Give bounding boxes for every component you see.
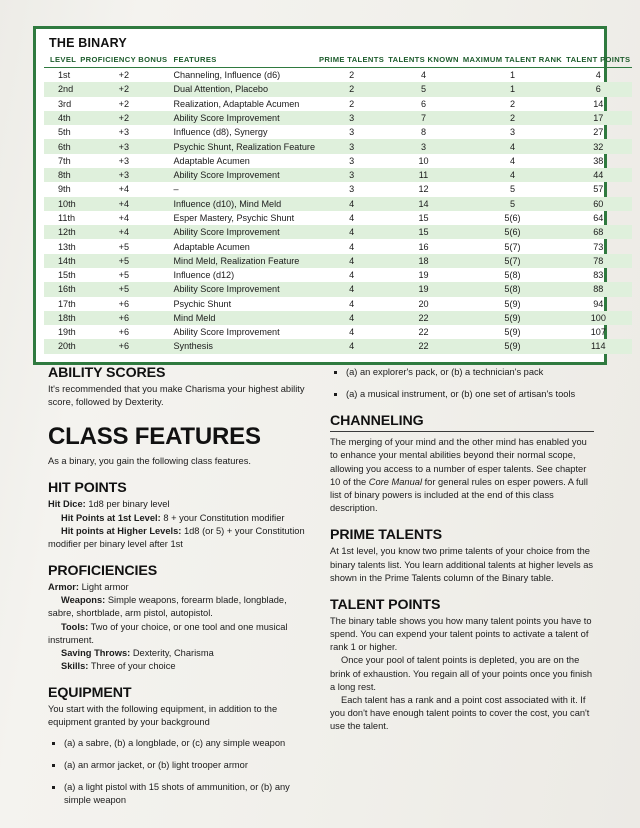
proficiency-armor-line — [48, 581, 312, 594]
cell-level: 3rd — [58, 98, 72, 109]
cell-features: Synthesis — [169, 339, 317, 353]
talent-points-body-1: The binary table shows you how many talent points you have to spend. You can expend your talent points to activate a talent of rank 1 or higher. — [330, 615, 592, 653]
cell-proficiency-bonus: +6 — [78, 311, 169, 325]
equipment-item: (a) a sabre, (b) a longblade, or (c) any simple weapon — [48, 737, 312, 750]
cell-talents-known: 8 — [420, 127, 427, 138]
cell-max-talent-rank: 5(7) — [504, 241, 521, 252]
proficiency-skills-label: Skills: — [61, 661, 89, 672]
channeling-body — [330, 436, 594, 515]
cell-features: Psychic Shunt, Realization Feature — [169, 139, 317, 153]
cell-prime-talents: 4 — [317, 197, 386, 211]
cell-talents-known: 20 — [418, 298, 429, 309]
binary-table — [44, 54, 632, 354]
column-header-proficiency: PROFICIENCY BONUS — [78, 54, 169, 68]
cell-talents-known: 5 — [386, 82, 461, 96]
cell-talents-known: 14 — [386, 197, 461, 211]
cell-features: Esper Mastery, Psychic Shunt — [173, 212, 295, 223]
cell-max-talent-rank: 4 — [461, 139, 564, 153]
cell-max-talent-rank: 2 — [509, 98, 516, 109]
column-header-prime-talents: PRIME TALENTS — [317, 54, 386, 68]
hit-dice-value: 1d8 per binary level — [88, 499, 170, 510]
cell-max-talent-rank: 5(6) — [461, 225, 564, 239]
proficiency-saves-line — [48, 647, 312, 660]
equipment-list — [48, 737, 312, 808]
cell-max-talent-rank: 1 — [461, 82, 564, 96]
table-header — [44, 54, 632, 68]
cell-max-talent-rank: 5 — [509, 184, 516, 195]
table-row — [44, 197, 632, 211]
cell-prime-talents: 3 — [317, 111, 386, 125]
table-row — [44, 225, 632, 239]
equipment-body: You start with the following equipment, in addition to the equipment granted by your background — [48, 704, 278, 728]
heading-proficiencies: PROFICIENCIES — [48, 563, 158, 580]
heading-ability-scores: ABILITY SCORES — [48, 365, 166, 381]
cell-proficiency-bonus: +6 — [118, 298, 130, 309]
table-row — [44, 68, 632, 83]
heading-class-features: CLASS FEATURES — [48, 423, 261, 451]
cell-talent-points: 88 — [564, 282, 632, 296]
cell-prime-talents: 4 — [317, 225, 386, 239]
cell-level: 12th — [44, 225, 78, 239]
cell-talent-points: 78 — [564, 254, 632, 268]
cell-max-talent-rank: 2 — [461, 111, 564, 125]
cell-prime-talents: 3 — [317, 168, 386, 182]
cell-talents-known: 10 — [418, 155, 429, 166]
column-header-talent-points: TALENT POINTS — [564, 54, 632, 68]
cell-features: Realization, Adaptable Acumen — [173, 98, 300, 109]
cell-proficiency-bonus: +4 — [78, 197, 169, 211]
table-row — [44, 339, 632, 353]
table-row — [44, 168, 632, 182]
cell-talent-points: 38 — [593, 155, 604, 166]
left-column — [48, 366, 312, 816]
table-row — [44, 325, 632, 339]
proficiency-armor-label: Armor: — [48, 582, 79, 593]
ability-scores-body: It's recommended that you make Charisma your highest ability score, followed by Dexterity. — [48, 383, 305, 408]
cell-features: Channeling, Influence (d6) — [173, 70, 281, 81]
heading-equipment: EQUIPMENT — [48, 685, 132, 702]
table-row — [44, 111, 632, 125]
proficiency-tools-label: Tools: — [61, 621, 89, 632]
cell-max-talent-rank: 1 — [509, 70, 516, 81]
proficiency-skills-value: Three of your choice — [90, 661, 176, 672]
cell-talent-points: 4 — [595, 70, 601, 81]
cell-talent-points: 17 — [564, 111, 632, 125]
channeling-body-part2: for general rules on esper powers. A full list of binary powers is included at the end of this class description. — [330, 476, 588, 514]
cell-features: – — [173, 184, 179, 195]
class-features-body: As a binary, you gain the following class features. — [48, 456, 251, 467]
cell-level: 20th — [44, 339, 78, 353]
cell-talent-points: 107 — [590, 327, 606, 338]
cell-prime-talents: 4 — [349, 327, 355, 338]
cell-prime-talents: 4 — [349, 241, 355, 252]
cell-level: 15th — [58, 270, 76, 281]
equipment-item: (a) a light pistol with 15 shots of ammunition, or (b) any simple weapon — [48, 781, 312, 807]
hit-points-first-level-line — [48, 512, 312, 525]
proficiency-skills-line — [48, 660, 312, 673]
binary-table-block — [33, 26, 631, 365]
cell-level: 7th — [58, 155, 71, 166]
cell-talents-known: 22 — [386, 339, 461, 353]
cell-level: 16th — [44, 282, 78, 296]
cell-max-talent-rank: 5(6) — [504, 212, 521, 223]
channeling-body-part1: The merging of your mind and the other mind has enabled you to enhance your mental abilities beyond their normal scope, allowing you access to a number of esper talents. See chapter 10 of the — [330, 437, 587, 487]
table-row — [44, 139, 632, 153]
cell-features: Ability Score Improvement — [169, 168, 317, 182]
proficiency-tools-value: Two of your choice, or one tool and one musical instrument. — [48, 621, 288, 645]
heading-talent-points: TALENT POINTS — [330, 596, 441, 613]
cell-proficiency-bonus: +5 — [78, 254, 169, 268]
cell-talents-known: 6 — [420, 98, 427, 109]
cell-talent-points: 60 — [564, 197, 632, 211]
cell-features: Ability Score Improvement — [169, 225, 317, 239]
cell-proficiency-bonus: +4 — [118, 212, 130, 223]
cell-proficiency-bonus: +6 — [118, 327, 130, 338]
cell-talents-known: 22 — [418, 327, 429, 338]
cell-features: Psychic Shunt — [173, 298, 232, 309]
cell-max-talent-rank: 5(7) — [461, 254, 564, 268]
cell-level: 18th — [44, 311, 78, 325]
cell-talents-known: 19 — [386, 282, 461, 296]
cell-features: Influence (d10), Mind Meld — [169, 197, 317, 211]
table-header-row — [44, 54, 632, 68]
cell-max-talent-rank: 5(8) — [504, 270, 521, 281]
cell-max-talent-rank: 5 — [461, 197, 564, 211]
table-row — [44, 282, 632, 296]
equipment-list-continued — [330, 366, 594, 401]
cell-proficiency-bonus: +4 — [118, 184, 130, 195]
cell-prime-talents: 4 — [349, 212, 355, 223]
cell-talent-points: 44 — [564, 168, 632, 182]
cell-talents-known: 15 — [418, 212, 429, 223]
cell-talents-known: 7 — [386, 111, 461, 125]
cell-prime-talents: 3 — [317, 139, 386, 153]
column-header-level: LEVEL — [44, 54, 78, 68]
table-row — [44, 97, 632, 111]
cell-prime-talents: 2 — [349, 98, 355, 109]
cell-level: 5th — [58, 127, 71, 138]
cell-level: 14th — [44, 254, 78, 268]
table-row — [44, 268, 632, 282]
cell-talent-points: 94 — [593, 298, 604, 309]
cell-level: 10th — [44, 197, 78, 211]
right-column — [330, 366, 594, 733]
cell-level: 13th — [58, 241, 76, 252]
cell-max-talent-rank: 5(9) — [461, 339, 564, 353]
cell-proficiency-bonus: +2 — [78, 82, 169, 96]
cell-level: 2nd — [44, 82, 78, 96]
hit-dice-label: Hit Dice: — [48, 499, 86, 510]
cell-features: Influence (d8), Synergy — [173, 127, 268, 138]
hit-points-first-level-label: Hit Points at 1st Level: — [61, 512, 161, 523]
table-row — [44, 182, 632, 196]
heading-hit-points: HIT POINTS — [48, 480, 127, 497]
prime-talents-body: At 1st level, you know two prime talents of your choice from the binary talents list. You learn additional talents at higher levels as shown in the Prime Talents column of the Binary table. — [330, 546, 594, 583]
heading-prime-talents: PRIME TALENTS — [330, 527, 442, 544]
column-header-features: FEATURES — [169, 54, 317, 68]
proficiency-weapons-line — [48, 594, 312, 620]
cell-talent-points: 68 — [564, 225, 632, 239]
cell-talent-points: 73 — [593, 241, 604, 252]
cell-talents-known: 16 — [418, 241, 429, 252]
cell-proficiency-bonus: +3 — [118, 155, 130, 166]
proficiency-saves-value: Dexterity, Charisma — [132, 647, 214, 658]
cell-features: Mind Meld — [169, 311, 317, 325]
table-row — [44, 254, 632, 268]
cell-max-talent-rank: 5(8) — [461, 282, 564, 296]
cell-talents-known: 3 — [386, 139, 461, 153]
cell-proficiency-bonus: +3 — [78, 139, 169, 153]
cell-proficiency-bonus: +2 — [78, 111, 169, 125]
cell-proficiency-bonus: +4 — [78, 225, 169, 239]
cell-talent-points: 100 — [564, 311, 632, 325]
hit-dice-line — [48, 498, 312, 511]
hit-points-higher-levels-label: Hit points at Higher Levels: — [61, 525, 182, 536]
cell-prime-talents: 4 — [317, 282, 386, 296]
column-header-talents-known: TALENTS KNOWN — [386, 54, 461, 68]
cell-level: 19th — [58, 327, 76, 338]
cell-features: Influence (d12) — [173, 270, 235, 281]
cell-max-talent-rank: 4 — [509, 155, 516, 166]
cell-level: 8th — [44, 168, 78, 182]
cell-prime-talents: 4 — [349, 270, 355, 281]
cell-prime-talents: 3 — [349, 155, 355, 166]
proficiency-saves-label: Saving Throws: — [61, 647, 131, 658]
cell-talent-points: 57 — [593, 184, 604, 195]
cell-proficiency-bonus: +3 — [118, 127, 130, 138]
cell-level: 6th — [44, 139, 78, 153]
table-row — [44, 154, 632, 168]
cell-proficiency-bonus: +5 — [78, 282, 169, 296]
cell-proficiency-bonus: +5 — [118, 241, 130, 252]
cell-proficiency-bonus: +6 — [78, 339, 169, 353]
cell-level: 17th — [58, 298, 76, 309]
cell-talent-points: 6 — [564, 82, 632, 96]
table-row — [44, 311, 632, 325]
cell-talents-known: 22 — [386, 311, 461, 325]
cell-talents-known: 15 — [386, 225, 461, 239]
table-row — [44, 211, 632, 225]
talent-points-body-2: Once your pool of talent points is depleted, you are on the brink of exhaustion. You regain all of your points once you finish a long rest. — [330, 655, 593, 692]
hit-points-first-level-value: 8 + your Constitution modifier — [163, 512, 285, 523]
cell-talent-points: 83 — [593, 270, 604, 281]
cell-prime-talents: 4 — [317, 311, 386, 325]
cell-talent-points: 114 — [564, 339, 632, 353]
cell-max-talent-rank: 5(9) — [461, 311, 564, 325]
cell-talents-known: 4 — [420, 70, 427, 81]
proficiency-weapons-value: Simple weapons, forearm blade, longblade, sabre, shortblade, arm pistol, autopistol. — [48, 595, 287, 619]
cell-features: Mind Meld, Realization Feature — [169, 254, 317, 268]
cell-talents-known: 19 — [418, 270, 429, 281]
cell-features: Ability Score Improvement — [173, 327, 280, 338]
cell-level: 9th — [58, 184, 71, 195]
cell-features: Adaptable Acumen — [173, 155, 250, 166]
cell-prime-talents: 3 — [349, 127, 355, 138]
proficiency-tools-line — [48, 621, 312, 647]
cell-max-talent-rank: 5(9) — [504, 298, 521, 309]
equipment-item: (a) a musical instrument, or (b) one set of artisan's tools — [330, 388, 594, 401]
cell-talents-known: 12 — [418, 184, 429, 195]
cell-prime-talents: 4 — [317, 339, 386, 353]
table-row — [44, 125, 632, 139]
cell-max-talent-rank: 3 — [509, 127, 516, 138]
cell-talent-points: 64 — [593, 212, 604, 223]
content-columns — [0, 366, 640, 826]
cell-proficiency-bonus: +5 — [118, 270, 130, 281]
cell-features: Dual Attention, Placebo — [169, 82, 317, 96]
proficiency-weapons-label: Weapons: — [61, 595, 106, 606]
core-manual-reference: Core Manual — [368, 476, 423, 487]
talent-points-body-3: Each talent has a rank and a point cost associated with it. If you don't have enough talent points to cover the cost, you can't use the talent. — [330, 694, 590, 732]
cell-features: Ability Score Improvement — [169, 111, 317, 125]
cell-level: 11th — [58, 212, 76, 223]
column-header-max-rank: MAXIMUM TALENT RANK — [461, 54, 564, 68]
cell-talent-points: 14 — [593, 98, 604, 109]
cell-prime-talents: 4 — [317, 254, 386, 268]
cell-proficiency-bonus: +2 — [118, 98, 130, 109]
equipment-item: (a) an explorer's pack, or (b) a technician's pack — [330, 366, 594, 379]
heading-channeling: CHANNELING — [330, 414, 594, 432]
cell-prime-talents: 2 — [317, 82, 386, 96]
cell-features: Adaptable Acumen — [173, 241, 250, 252]
equipment-item: (a) an armor jacket, or (b) light trooper armor — [48, 759, 312, 772]
table-row — [44, 239, 632, 253]
cell-prime-talents: 2 — [349, 70, 355, 81]
cell-talent-points: 32 — [564, 139, 632, 153]
table-row — [44, 82, 632, 96]
cell-prime-talents: 4 — [349, 298, 355, 309]
cell-level: 4th — [44, 111, 78, 125]
cell-proficiency-bonus: +2 — [118, 70, 130, 81]
cell-max-talent-rank: 4 — [461, 168, 564, 182]
cell-level: 1st — [58, 70, 71, 81]
cell-talents-known: 18 — [386, 254, 461, 268]
table-body — [44, 68, 632, 354]
cell-talent-points: 27 — [593, 127, 604, 138]
hit-points-higher-levels-value: 1d8 (or 5) + your Constitution modifier per binary level after 1st — [48, 525, 305, 549]
cell-proficiency-bonus: +3 — [78, 168, 169, 182]
cell-max-talent-rank: 5(9) — [504, 327, 521, 338]
table-row — [44, 297, 632, 311]
table-title: THE BINARY — [49, 36, 127, 50]
cell-talents-known: 11 — [386, 168, 461, 182]
hit-points-higher-levels-line — [48, 525, 312, 551]
cell-features: Ability Score Improvement — [169, 282, 317, 296]
cell-prime-talents: 3 — [349, 184, 355, 195]
proficiency-armor-value: Light armor — [81, 582, 129, 593]
